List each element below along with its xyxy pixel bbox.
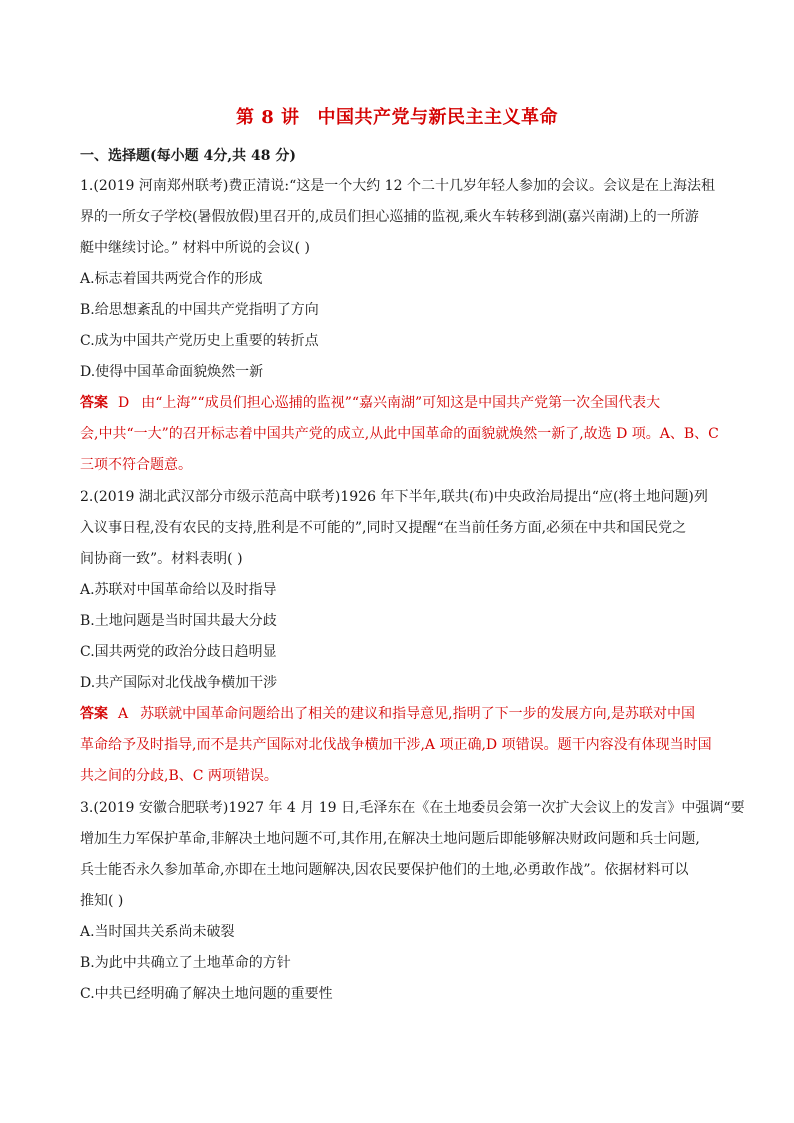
answer-explanation-line: 三项不符合题意。 bbox=[80, 457, 192, 473]
question-stem-line: 推知( ) bbox=[80, 893, 124, 909]
question-stem-line: 艇中继续讨论。” 材料中所说的会议( ) bbox=[80, 240, 310, 256]
option-b: B.为此中共确立了土地革命的方针 bbox=[80, 955, 291, 971]
answer-explanation-line: 共之间的分歧,B、C 两项错误。 bbox=[80, 768, 278, 784]
answer-explanation-line: 会,中共“一大”的召开标志着中国共产党的成立,从此中国革命的面貌就焕然一新了,故选 D 项。A、B、C bbox=[80, 426, 719, 442]
question-stem-line: 增加生力军保护革命,非解决土地问题不可,其作用,在解决土地问题后即能够解决财政问题和兵士问题, bbox=[80, 831, 700, 847]
answer-label: 答案 bbox=[80, 395, 108, 411]
question-stem-line: 2.(2019 湖北武汉部分市级示范高中联考)1926 年下半年,联共(布)中央政治局提出“应(将土地问题)列 bbox=[80, 489, 708, 505]
question-stem-line: 间协商一致”。材料表明( ) bbox=[80, 551, 243, 567]
section-heading: 一、选择题(每小题 4分,共 48 分) bbox=[80, 148, 296, 164]
question-3 bbox=[80, 793, 745, 1010]
answer-explanation-line: 由“上海”“成员们担心巡捕的监视”“嘉兴南湖”可知这是中国共产党第一次全国代表大 bbox=[141, 395, 661, 411]
option-b: B.土地问题是当时国共最大分歧 bbox=[80, 613, 277, 629]
option-c: C.国共两党的政治分歧日趋明显 bbox=[80, 644, 277, 660]
answer-letter: D bbox=[118, 395, 130, 411]
question-stem-line: 入议事日程,没有农民的支持,胜利是不可能的”,同时又提醒“在当前任务方面,必须在中共和国民党之 bbox=[80, 520, 687, 536]
answer-line bbox=[80, 388, 720, 419]
lesson-number: 第 8 讲 bbox=[235, 107, 300, 128]
answer-explanation-line: 苏联就中国革命问题给出了相关的建议和指导意见,指明了下一步的发展方向,是苏联对中国 bbox=[140, 706, 696, 722]
answer-letter: A bbox=[118, 706, 129, 722]
question-1 bbox=[80, 171, 720, 481]
option-c: C.中共已经明确了解决土地问题的重要性 bbox=[80, 986, 333, 1002]
answer-line bbox=[80, 699, 720, 730]
option-b: B.给思想紊乱的中国共产党指明了方向 bbox=[80, 302, 319, 318]
option-d: D.使得中国革命面貌焕然一新 bbox=[80, 364, 264, 380]
option-a: A.当时国共关系尚未破裂 bbox=[80, 924, 235, 940]
option-a: A.标志着国共两党合作的形成 bbox=[80, 271, 263, 287]
option-a: A.苏联对中国革命给以及时指导 bbox=[80, 582, 277, 598]
option-c: C.成为中国共产党历史上重要的转折点 bbox=[80, 333, 319, 349]
question-stem-line: 1.(2019 河南郑州联考)费正清说:“这是一个大约 12 个二十几岁年轻人参加的会议。会议是在上海法租 bbox=[80, 178, 715, 194]
answer-explanation-line: 革命给予及时指导,而不是共产国际对北伐战争横加干涉,A 项正确,D 项错误。题干内容没有体现当时国 bbox=[80, 737, 712, 753]
option-d: D.共产国际对北伐战争横加干涉 bbox=[80, 675, 278, 691]
question-2 bbox=[80, 482, 720, 792]
answer-label: 答案 bbox=[80, 706, 108, 722]
question-stem-line: 兵士能否永久参加革命,亦即在土地问题解决,因农民要保护他们的土地,必勇敢作战”。依据材料可以 bbox=[80, 862, 689, 878]
question-stem-line: 3.(2019 安徽合肥联考)1927 年 4 月 19 日,毛泽东在《在土地委员会第一次扩大会议上的发言》中强调“要 bbox=[80, 800, 745, 816]
lesson-name: 中国共产党与新民主主义革命 bbox=[317, 107, 559, 128]
page-title bbox=[0, 103, 794, 129]
question-stem-line: 界的一所女子学校(暑假放假)里召开的,成员们担心巡捕的监视,乘火车转移到湖(嘉兴南湖)上的一所游 bbox=[80, 209, 699, 225]
